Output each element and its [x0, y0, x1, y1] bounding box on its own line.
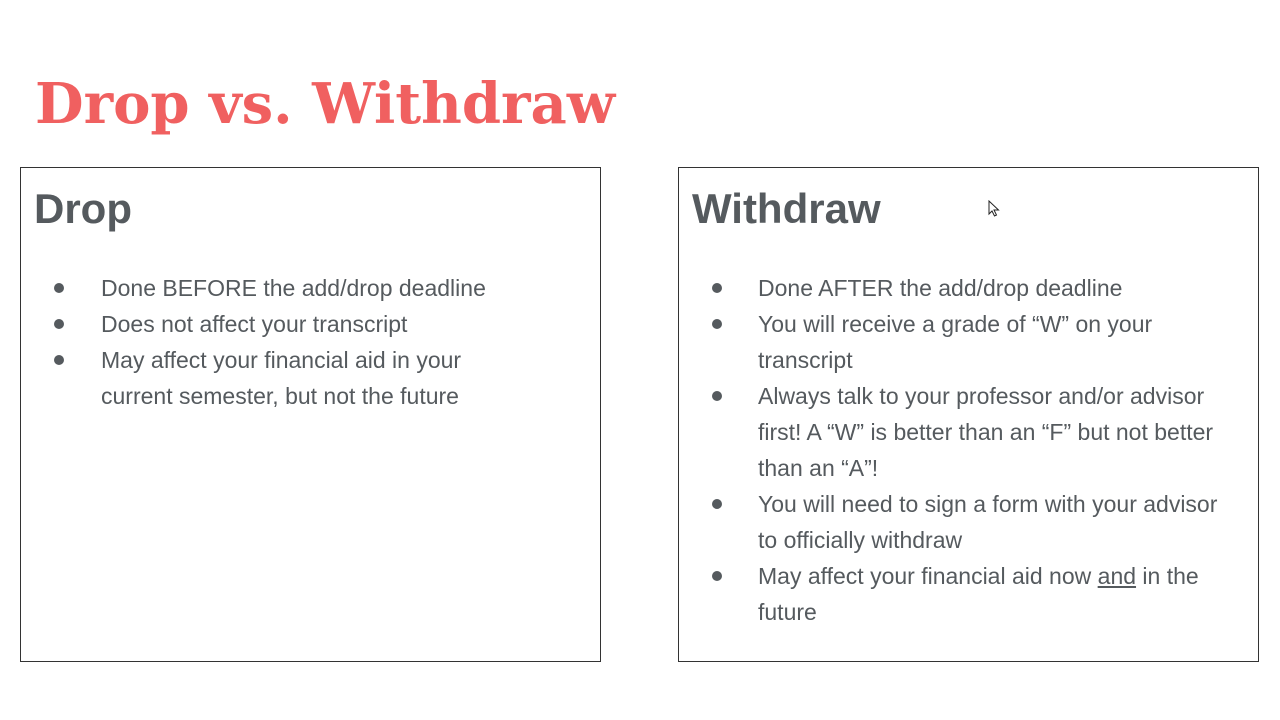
- bullet-dot-icon: [54, 319, 64, 329]
- bullet-dot-icon: [712, 499, 722, 509]
- mouse-pointer-icon: [988, 200, 1000, 217]
- drop-bullet-list: [21, 270, 600, 414]
- bullet-dot-icon: [712, 283, 722, 293]
- list-item: [21, 270, 600, 306]
- bullet-text: Does not affect your transcript: [101, 311, 408, 337]
- bullet-dot-icon: [712, 571, 722, 581]
- bullet-text: You will receive a grade of “W” on your transcript: [758, 311, 1153, 373]
- bullet-dot-icon: [54, 283, 64, 293]
- bullet-dot-icon: [712, 319, 722, 329]
- drop-heading: Drop: [34, 185, 132, 232]
- slide-title: Drop vs. Withdraw: [35, 71, 616, 137]
- list-item: [679, 378, 1258, 486]
- list-item: [679, 270, 1258, 306]
- bullet-text-underlined: and: [1097, 563, 1137, 589]
- bullet-dot-icon: [54, 355, 64, 365]
- withdraw-box: [678, 167, 1259, 662]
- list-item: [21, 342, 600, 414]
- bullet-dot-icon: [712, 391, 722, 401]
- withdraw-heading: Withdraw: [692, 185, 881, 232]
- bullet-text: Always talk to your professor and/or advisor first! A “W” is better than an “F” but not better than an “A”!: [758, 383, 1214, 481]
- bullet-text-before: May affect your financial aid now: [758, 563, 1098, 589]
- list-item: [21, 306, 600, 342]
- list-item: [679, 558, 1258, 630]
- bullet-text: You will need to sign a form with your advisor to officially withdraw: [758, 491, 1218, 553]
- withdraw-bullet-list: [679, 270, 1258, 630]
- bullet-text-after: in the future: [758, 563, 1199, 625]
- drop-box: [20, 167, 601, 662]
- list-item: [679, 486, 1258, 558]
- list-item: [679, 306, 1258, 378]
- bullet-text: Done AFTER the add/drop deadline: [758, 275, 1123, 301]
- bullet-text: Done BEFORE the add/drop deadline: [101, 275, 486, 301]
- bullet-text: May affect your financial aid in your current semester, but not the future: [101, 347, 462, 409]
